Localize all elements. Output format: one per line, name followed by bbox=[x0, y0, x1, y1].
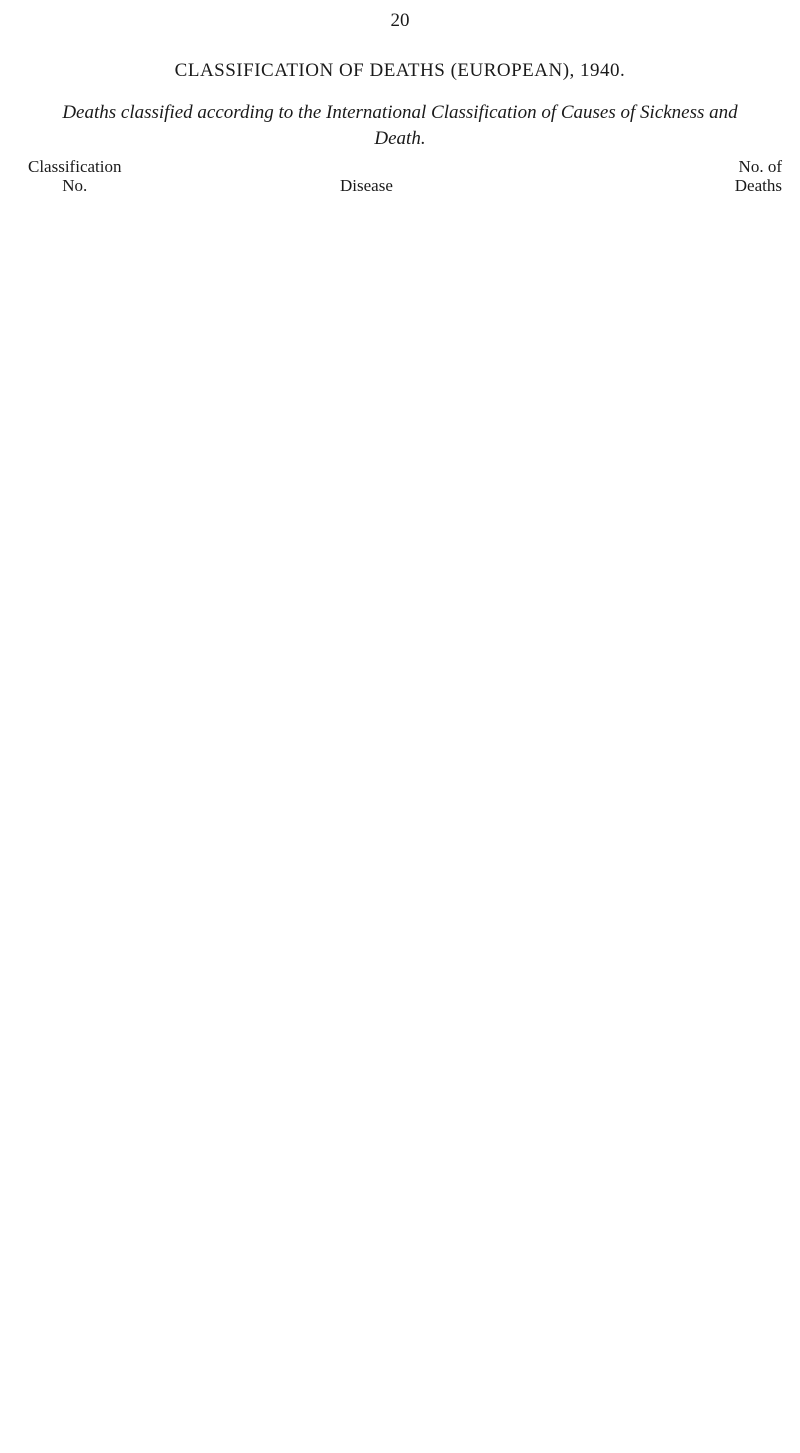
column-header-deaths-line1: No. of bbox=[738, 157, 782, 176]
column-header-disease: Disease bbox=[340, 176, 393, 195]
column-header-deaths bbox=[692, 157, 782, 195]
page-subtitle: Deaths classified according to the International Classification of Causes of Sickness and Death. bbox=[62, 102, 738, 149]
page-number: 20 bbox=[390, 10, 410, 31]
column-header-classification-line1: Classification bbox=[28, 157, 122, 176]
page-title: CLASSIFICATION OF DEATHS (EUROPEAN), 1940. bbox=[174, 60, 626, 81]
column-header-classification-line2: No. bbox=[62, 176, 88, 195]
column-header-classification bbox=[28, 157, 121, 195]
column-header-deaths-line2: Deaths bbox=[734, 176, 782, 195]
